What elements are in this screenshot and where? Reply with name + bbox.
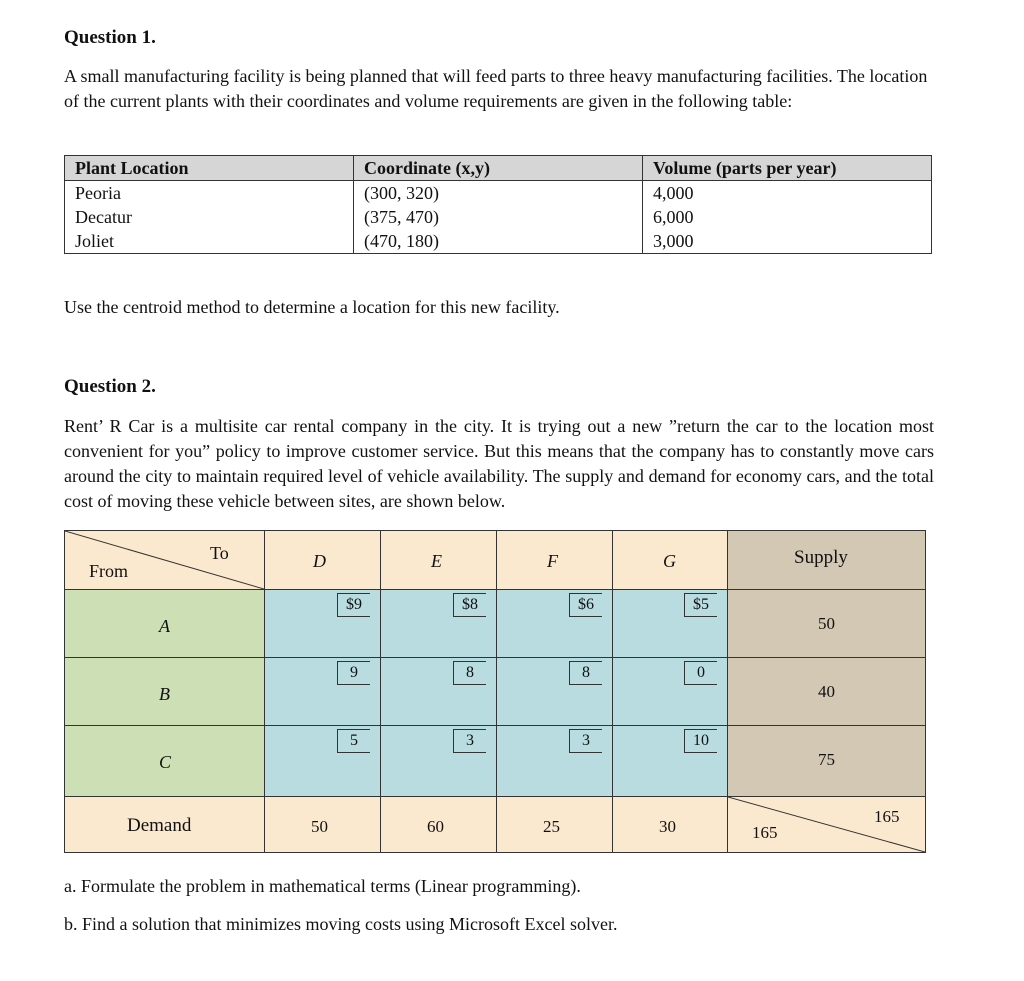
row-label: B <box>159 684 170 704</box>
row-label: A <box>159 616 170 636</box>
row-label: C <box>159 752 172 772</box>
cost-cell-a-e <box>381 590 497 658</box>
row-label-b <box>65 658 265 726</box>
supply-value: 50 <box>818 614 835 633</box>
unit-cost: 8 <box>453 661 486 685</box>
supply-value: 75 <box>818 750 835 769</box>
unit-cost: 0 <box>684 661 717 685</box>
plant-volume: 6,000 <box>643 205 932 229</box>
table-row <box>65 205 932 229</box>
cost-cell-c-d <box>265 726 381 797</box>
demand-label: Demand <box>127 815 192 836</box>
demand-cell-d <box>265 797 381 852</box>
question-1-intro: A small manufacturing facility is being planned that will feed parts to three heavy manufacturing facilities. The location of the current plants with their coordinates and volume requirements are given in the following table: <box>64 66 928 111</box>
unit-cost: 9 <box>337 661 370 685</box>
unit-cost: 3 <box>453 729 486 753</box>
column-label: F <box>547 551 558 571</box>
column-label: D <box>313 551 326 571</box>
cost-cell-b-e <box>381 658 497 726</box>
demand-cell-g <box>613 797 728 852</box>
plant-table-header <box>65 156 932 181</box>
row-label-a <box>65 590 265 658</box>
demand-value: 50 <box>311 817 328 836</box>
supply-cell-b <box>728 658 925 726</box>
totals-cell <box>728 797 925 852</box>
demand-value: 60 <box>427 817 444 836</box>
plant-coordinate: (300, 320) <box>354 181 643 206</box>
plant-coordinate: (375, 470) <box>354 205 643 229</box>
unit-cost: $9 <box>337 593 370 617</box>
supply-header <box>728 531 925 590</box>
transportation-table <box>64 530 926 853</box>
unit-cost: 5 <box>337 729 370 753</box>
corner-cell <box>65 531 265 590</box>
unit-cost: $8 <box>453 593 486 617</box>
cost-cell-b-g <box>613 658 728 726</box>
plant-volume: 3,000 <box>643 229 932 254</box>
unit-cost: $5 <box>684 593 717 617</box>
supply-label: Supply <box>794 547 848 568</box>
cost-cell-a-g <box>613 590 728 658</box>
corner-from-label: From <box>89 561 129 581</box>
plant-coordinate: (470, 180) <box>354 229 643 254</box>
supply-value: 40 <box>818 682 835 701</box>
unit-cost: 8 <box>569 661 602 685</box>
header-coordinate: Coordinate (x,y) <box>354 156 643 181</box>
demand-value: 30 <box>659 817 676 836</box>
question-2-heading: Question 2. <box>64 376 156 397</box>
plant-name: Peoria <box>65 181 354 206</box>
supply-cell-a <box>728 590 925 658</box>
demand-label-cell <box>65 797 265 852</box>
cost-cell-c-f <box>497 726 613 797</box>
total-demand: 165 <box>752 823 778 842</box>
unit-cost: 3 <box>569 729 602 753</box>
column-header-d <box>265 531 381 590</box>
cost-cell-b-d <box>265 658 381 726</box>
row-label-c <box>65 726 265 797</box>
cost-cell-c-e <box>381 726 497 797</box>
plant-volume: 4,000 <box>643 181 932 206</box>
table-row <box>65 229 932 254</box>
unit-cost: 10 <box>684 729 717 753</box>
header-plant-location: Plant Location <box>65 156 354 181</box>
column-label: E <box>431 551 442 571</box>
column-header-g <box>613 531 728 590</box>
question-2-part-b: b. Find a solution that minimizes moving costs using Microsoft Excel solver. <box>64 914 618 934</box>
cost-cell-b-f <box>497 658 613 726</box>
corner-to-label: To <box>210 543 229 563</box>
column-header-f <box>497 531 613 590</box>
total-supply: 165 <box>874 807 900 826</box>
demand-cell-f <box>497 797 613 852</box>
plant-table <box>64 155 932 254</box>
table-row <box>65 181 932 206</box>
unit-cost: $6 <box>569 593 602 617</box>
question-2-part-a: a. Formulate the problem in mathematical terms (Linear programming). <box>64 876 581 896</box>
plant-name: Joliet <box>65 229 354 254</box>
demand-value: 25 <box>543 817 560 836</box>
cost-cell-a-f <box>497 590 613 658</box>
cost-cell-c-g <box>613 726 728 797</box>
header-volume: Volume (parts per year) <box>643 156 932 181</box>
question-1-instruction: Use the centroid method to determine a location for this new facility. <box>64 297 560 317</box>
cost-cell-a-d <box>265 590 381 658</box>
question-2-intro: Rent’ R Car is a multisite car rental company in the city. It is trying out a new ”return the car to the location most convenient for you” policy to improve customer service. But this means that the company has to constantly move cars around the city to maintain required level of vehicle availability. The supply and demand for economy cars, and the total cost of moving these vehicle between sites, are shown below. <box>64 416 934 511</box>
column-label: G <box>663 551 676 571</box>
demand-cell-e <box>381 797 497 852</box>
supply-cell-c <box>728 726 925 797</box>
plant-name: Decatur <box>65 205 354 229</box>
column-header-e <box>381 531 497 590</box>
question-1-heading: Question 1. <box>64 27 156 48</box>
